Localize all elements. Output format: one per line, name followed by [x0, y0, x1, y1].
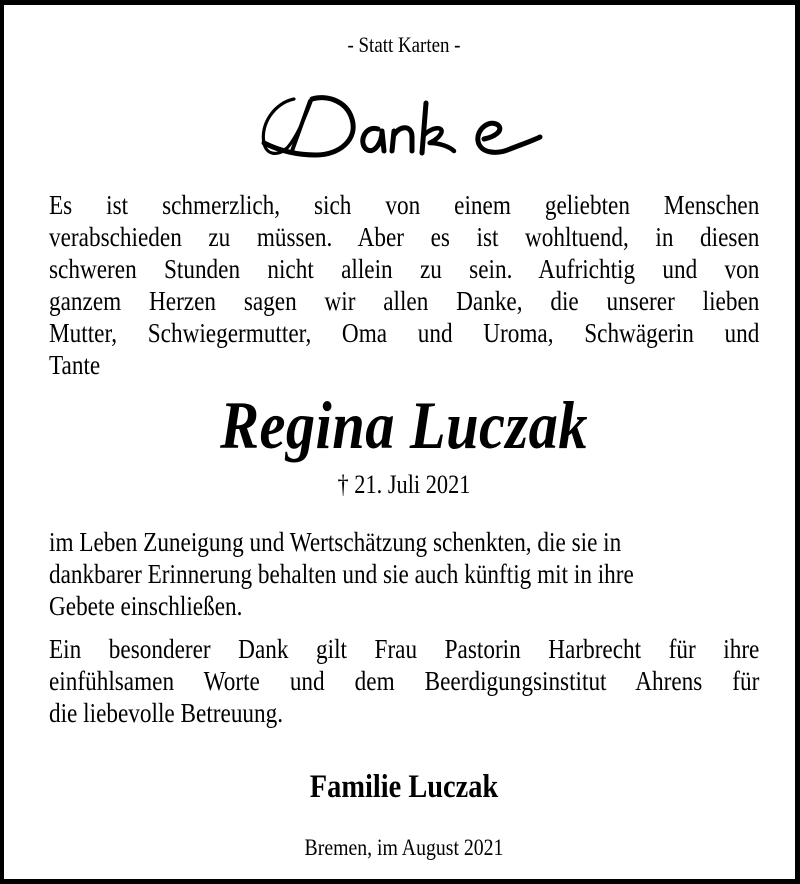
place-date: Bremen, im August 2021 [304, 835, 504, 860]
deceased-name: Regina Luczak [220, 387, 588, 463]
death-date: 21. Juli 2021 [354, 470, 471, 499]
family-signature: Familie Luczak [309, 769, 499, 805]
intro-line: verabschieden zu müssen. Aber es ist wohltuend, in diesen [49, 222, 760, 252]
cross-icon: † [337, 470, 349, 499]
statt-karten-header: - Statt Karten - [347, 32, 461, 57]
intro-line: Tante [49, 350, 101, 380]
follow-line: im Leben Zuneigung und Wertschätzung schenkten, die sie in [49, 527, 622, 557]
thanks-line: einfühlsamen Worte und dem Beerdigungsinstitut Ahrens für [49, 666, 760, 696]
intro-line: Mutter, Schwiegermutter, Oma und Uroma, Schwägerin und [49, 318, 760, 348]
thanks-line: Ein besonderer Dank gilt Frau Pastorin Harbrecht für ihre [49, 634, 760, 664]
follow-line: Gebete einschließen. [49, 591, 243, 621]
danke-script-title [254, 85, 554, 169]
intro-line: schweren Stunden nicht allein zu sein. Aufrichtig und von [49, 254, 760, 284]
thanks-line: die liebevolle Betreuung. [49, 698, 284, 728]
intro-line: Es ist schmerzlich, sich von einem geliebten Menschen [49, 190, 760, 220]
follow-line: dankbarer Erinnerung behalten und sie auch künftig mit in ihre [49, 559, 634, 589]
death-date-line [60, 470, 748, 500]
intro-line: ganzem Herzen sagen wir allen Danke, die unserer lieben [49, 286, 760, 316]
